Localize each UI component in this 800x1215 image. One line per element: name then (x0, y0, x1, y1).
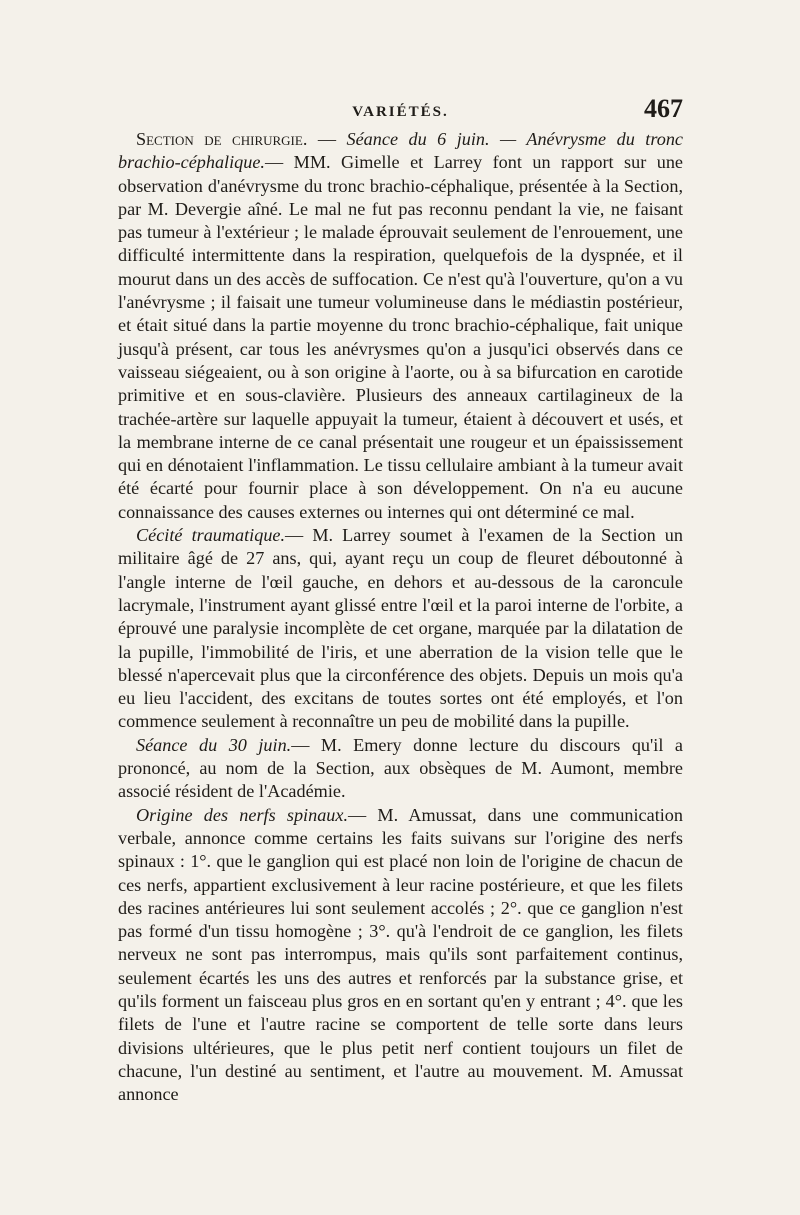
paragraph-text: — M. Emery donne lecture du discours qu'il a prononcé, au nom de la Section, aux obsèques de M. Aumont, membre associé résident de l'Académie. (118, 734, 683, 802)
paragraph-section-chirurgie (118, 128, 683, 524)
topic-title: Origine des nerfs spinaux. (136, 804, 349, 825)
section-heading: Section de chirurgie. (136, 129, 308, 149)
session-title: Séance du 30 juin. (136, 734, 292, 755)
page-header (118, 94, 683, 130)
heading-separator: — (307, 129, 347, 149)
session-title: Séance du 6 juin. — Anévrysme du tronc brachio-céphalique. (118, 129, 683, 173)
page-number: 467 (644, 94, 683, 123)
page-body (118, 128, 683, 1106)
paragraph-cecite (118, 524, 683, 734)
paragraph-text: — M. Larrey soumet à l'examen de la Section un militaire âgé de 27 ans, qui, ayant reçu un coup de fleuret déboutonné à l'angle interne de l'œil gauche, en dehors et au-dessous de la caroncule lacrymale, l'instrument ayant glissé entre l'œil et la paroi interne de l'orbite, a éprouvé une paralysie incomplète de cet organe, marquée par la dilatation de la pupille, l'immobilité de l'iris, et une aberration de la vision telle que le blessé n'apercevait plus que la circonférence des objets. Depuis un mois qu'a eu lieu l'accident, des excitans de toutes sortes ont été employés, et l'on commence seulement à reconnaître un peu de mobilité dans la pupille. (118, 525, 683, 732)
running-title: VARIÉTÉS. (352, 104, 449, 120)
paragraph-text: — MM. Gimelle et Larrey font un rapport sur une observation d'anévrysme du tronc brachio-céphalique, présentée à la Section, par M. Devergie aîné. Le mal ne fut pas reconnu pendant la vie, ne faisant pas tumeur à l'extérieur ; le malade éprouvait seulement de l'enrouement, une difficulté intermittente dans la respiration, quelquefois de la dyspnée, et il mourut dans un des accès de suffocation. Ce n'est qu'à l'ouverture, qu'on a vu l'anévrysme ; il faisait une tumeur volumineuse dans le médiastin postérieur, et était situé dans la partie moyenne du tronc brachio-céphalique, fait unique jusqu'à présent, car tous les anévrysmes qu'on a jusqu'ici observés dans ce vaisseau siégeaient, ou à son origine à l'aorte, ou à sa bifurcation en carotide primitive et en sous-clavière. Plusieurs des anneaux cartilagineux de la trachée-artère sur laquelle appuyait la tumeur, étaient à découvert et usés, et la membrane interne de ce canal présentait une rougeur et un épaississement qui en dénotaient l'inflammation. Le tissu cellulaire ambiant à la tumeur avait été écarté pour fournir place à son développement. On n'a eu aucune connaissance des causes externes ou internes qui ont déterminé ce mal. (118, 152, 683, 522)
topic-title: Cécité traumatique. (136, 525, 286, 546)
paragraph-seance-30-juin (118, 734, 683, 804)
paragraph-text: — M. Amussat, dans une communication verbale, annonce comme certains les faits suivans sur l'origine des nerfs spinaux : 1°. que le ganglion qui est placé non loin de l'origine de chacun de ces nerfs, appartient exclusivement à leur racine postérieure, et que les filets des racines antérieures lui sont seulement accolés ; 2°. que ce ganglion n'est pas formé d'un tissu homogène ; 3°. qu'à l'endroit de ce ganglion, les filets nerveux ne sont pas interrompus, mais qu'ils sont parfaitement continus, seulement écartés les uns des autres et renforcés par la substance grise, et qu'ils forment un faisceau plus gros en en sortant qu'en y entrant ; 4°. que les filets de l'une et l'autre racine se comportent de telle sorte dans leurs divisions ultérieures, que le plus petit nerf contient toujours un filet de chacune, l'un destiné au sentiment, et l'autre au mouvement. M. Amussat annonce (118, 804, 683, 1105)
paragraph-nerfs-spinaux (118, 804, 683, 1107)
